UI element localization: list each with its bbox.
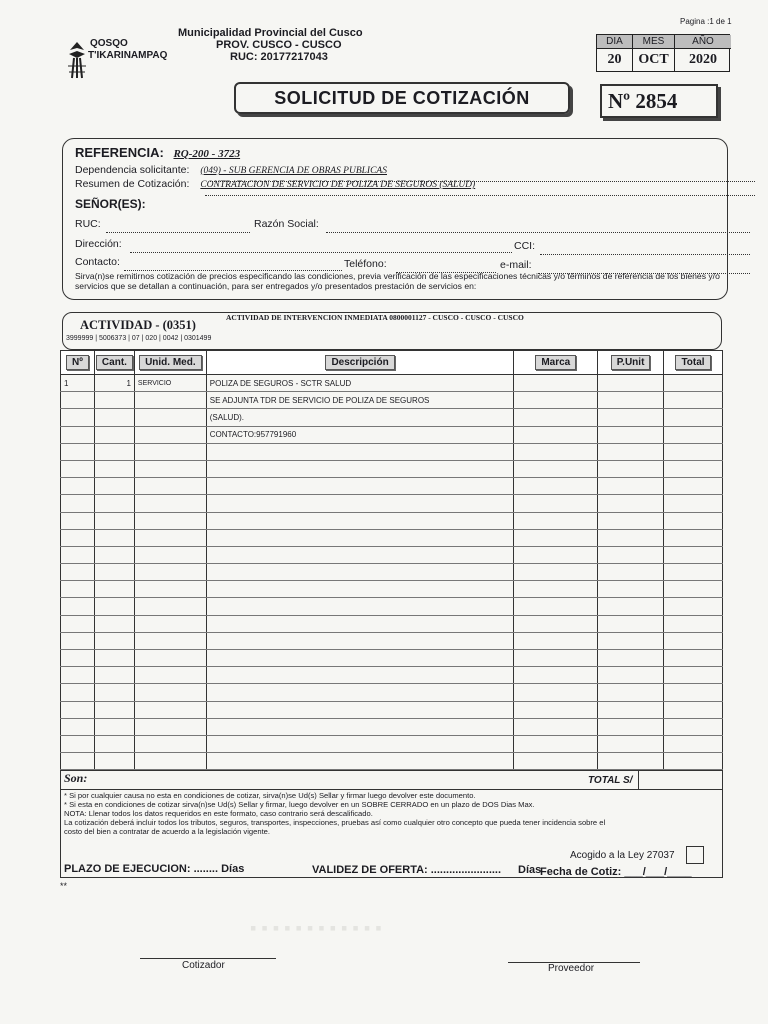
double-star-mark: ** [60, 881, 68, 891]
table-cell [514, 598, 598, 615]
table-cell [664, 529, 723, 546]
table-cell [94, 632, 134, 649]
table-cell [598, 581, 664, 598]
table-row [61, 443, 723, 460]
table-cell [664, 667, 723, 684]
table-cell [61, 546, 95, 563]
table-cell [134, 598, 206, 615]
note-2: * Si esta en condiciones de cotizar sirva(n)se Ud(s) Sellar y firmar, luego devolver en un SOBRE CERRADO en un plazo de DOS Dias Max. [64, 800, 535, 809]
col-total-header: Total [664, 351, 723, 375]
table-cell [598, 753, 664, 770]
table-cell [664, 598, 723, 615]
table-cell [134, 718, 206, 735]
table-cell [61, 460, 95, 477]
activity-name: ACTIVIDAD - (0351) [80, 318, 196, 332]
table-cell [61, 495, 95, 512]
plazo-ejecucion-label: PLAZO DE EJECUCION: ........ Días [64, 863, 245, 875]
table-row: 1 1 SERVICIO POLIZA DE SEGUROS - SCTR SALUD [61, 375, 723, 392]
table-row [61, 632, 723, 649]
date-box [596, 34, 730, 72]
table-cell [514, 735, 598, 752]
month-value: OCT [633, 49, 675, 71]
table-cell [94, 753, 134, 770]
table-cell [664, 460, 723, 477]
table-cell [514, 546, 598, 563]
table-cell [514, 512, 598, 529]
year-value: 2020 [689, 52, 717, 67]
table-cell [94, 546, 134, 563]
table-cell [598, 443, 664, 460]
month-label: MES [633, 35, 675, 49]
table-cell [61, 684, 95, 701]
table-cell [94, 564, 134, 581]
table-row [61, 735, 723, 752]
note-4: La cotización deberá incluir todos los tributos, seguros, transportes, inspecciones, pruebas así como cualquier otro concepto que pueda tener incidencia sobre el [64, 818, 606, 827]
table-row [61, 701, 723, 718]
table-cell [598, 650, 664, 667]
table-cell [94, 650, 134, 667]
table-cell [61, 564, 95, 581]
table-cell [134, 632, 206, 649]
table-cell [61, 581, 95, 598]
table-cell [134, 495, 206, 512]
activity-detail: ACTIVIDAD DE INTERVENCION INMEDIATA 0800001127 - CUSCO - CUSCO - CUSCO [226, 313, 524, 322]
table-cell [134, 443, 206, 460]
table-cell [598, 684, 664, 701]
organization-header [178, 27, 363, 63]
table-row [61, 564, 723, 581]
table-cell [664, 735, 723, 752]
table-cell [514, 495, 598, 512]
table-cell [598, 701, 664, 718]
table-cell [514, 632, 598, 649]
document-title: SOLICITUD DE COTIZACIÓN [234, 82, 570, 114]
logo-caption [88, 38, 167, 62]
document-number: Nº 2854 [600, 84, 718, 118]
table-cell [664, 512, 723, 529]
telefono-label: Teléfono: [344, 258, 387, 270]
resumen-label: Resumen de Cotización: [75, 178, 190, 190]
table-cell [598, 529, 664, 546]
cotizador-signature-line [140, 958, 276, 959]
activity-codes: 3999999 | 5006373 | 07 | 020 | 0042 | 0301499 [66, 335, 212, 342]
table-cell [206, 478, 514, 495]
table-cell [598, 718, 664, 735]
logo-line-2: T'IKARINAMPAQ [88, 50, 168, 61]
table-cell [206, 718, 514, 735]
day-value: 20 [597, 49, 633, 71]
table-cell [598, 667, 664, 684]
dependencia-label: Dependencia solicitante: [75, 164, 190, 176]
table-row [61, 718, 723, 735]
direccion-line [130, 243, 512, 253]
validez-oferta-label: VALIDEZ DE OFERTA: ....................... [312, 864, 502, 876]
table-cell [598, 546, 664, 563]
table-row [61, 581, 723, 598]
table-row [61, 650, 723, 667]
bleedthrough-mark: ▪ ▪ ▪ ▪ ▪ ▪ ▪ ▪ ▪ ▪ ▪ ▪ [250, 918, 382, 938]
note-1: * Si por cualquier causa no esta en condiciones de cotizar, sirva(n)se Ud(s) Sellar y firmar luego devolver este documento. [64, 791, 476, 800]
table-cell [61, 632, 95, 649]
note-3: NOTA: Llenar todos los datos requeridos en este formato, caso contrario será descalificado. [64, 809, 373, 818]
razon-social-label: Razón Social: [254, 218, 319, 230]
table-cell [206, 546, 514, 563]
total-label: TOTAL S/ [588, 775, 633, 786]
table-cell [664, 546, 723, 563]
table-cell [664, 753, 723, 770]
table-cell [206, 753, 514, 770]
table-cell [598, 632, 664, 649]
table-cell [61, 701, 95, 718]
table-cell [134, 564, 206, 581]
referencia-value: RQ-200 - 3723 [173, 148, 241, 160]
table-cell [664, 650, 723, 667]
table-cell [134, 478, 206, 495]
day-label: DIA [597, 35, 633, 49]
table-cell [134, 701, 206, 718]
table-cell [206, 735, 514, 752]
table-cell [134, 581, 206, 598]
col-punit-header: P.Unit [598, 351, 664, 375]
razon-social-line [326, 223, 750, 233]
table-cell [61, 598, 95, 615]
table-body [61, 375, 723, 770]
table-cell [94, 735, 134, 752]
table-cell [514, 460, 598, 477]
instructions-text: Sirva(n)se remitirnos cotización de precios especificando las condiciones, previa verificación de las especificaciones técnicas y/o términos de referencia de los bienes y/o servicios que se detallan a continuación, para ser entregados y/o presentados prestación de servicios en: [75, 271, 720, 291]
table-cell [94, 495, 134, 512]
table-cell [206, 495, 514, 512]
org-ruc: RUC: 20177217043 [230, 51, 328, 63]
table-cell [94, 615, 134, 632]
email-label: e-mail: [500, 259, 532, 271]
table-cell [94, 529, 134, 546]
table-cell [206, 512, 514, 529]
table-row: CONTACTO:957791960 [61, 426, 723, 443]
table-cell [61, 512, 95, 529]
ruc-line [106, 223, 250, 233]
table-cell [206, 460, 514, 477]
table-cell [514, 753, 598, 770]
direccion-label: Dirección: [75, 238, 122, 250]
org-location: PROV. CUSCO - CUSCO [216, 39, 342, 51]
page-number: Pagina :1 de 1 [680, 17, 732, 26]
table-cell [61, 667, 95, 684]
table-cell [206, 684, 514, 701]
ley-checkbox[interactable] [686, 846, 704, 864]
table-row [61, 495, 723, 512]
municipal-logo-icon [66, 40, 88, 80]
logo-line-1: QOSQO [90, 38, 128, 49]
table-cell [134, 667, 206, 684]
table-cell [206, 667, 514, 684]
col-n-header: Nº [61, 351, 95, 375]
table-cell [134, 460, 206, 477]
table-cell [61, 615, 95, 632]
table-cell [61, 718, 95, 735]
ley-label: Acogido a la Ley 27037 [570, 850, 675, 861]
table-cell [94, 598, 134, 615]
referencia-label: REFERENCIA: [75, 145, 164, 160]
table-header-row [61, 351, 723, 375]
table-cell [134, 650, 206, 667]
col-marca-header: Marca [514, 351, 598, 375]
table-cell [134, 529, 206, 546]
table-cell [514, 443, 598, 460]
table-cell [514, 650, 598, 667]
table-cell [514, 701, 598, 718]
ruc-label: RUC: [75, 218, 101, 230]
table-row [61, 546, 723, 563]
table-row [61, 615, 723, 632]
table-cell [206, 564, 514, 581]
table-cell [206, 581, 514, 598]
table-cell [664, 495, 723, 512]
table-cell [598, 615, 664, 632]
table-cell [94, 701, 134, 718]
table-cell [514, 564, 598, 581]
table-cell [134, 615, 206, 632]
total-value-cell [638, 771, 723, 789]
table-cell [664, 564, 723, 581]
table-cell [206, 443, 514, 460]
dependencia-value: (049) - SUB GERENCIA DE OBRAS PUBLICAS [200, 166, 387, 176]
table-cell [598, 478, 664, 495]
table-cell [94, 443, 134, 460]
table-cell [664, 632, 723, 649]
table-cell [514, 529, 598, 546]
table-cell [206, 598, 514, 615]
table-cell [514, 615, 598, 632]
table-cell [514, 718, 598, 735]
resumen-value: CONTRATACION DE SERVICIO DE POLIZA DE SEGUROS (SALUD) [200, 180, 476, 190]
table-row: SE ADJUNTA TDR DE SERVICIO DE POLIZA DE SEGUROS [61, 392, 723, 409]
cci-label: CCI: [514, 240, 535, 252]
table-row [61, 460, 723, 477]
table-cell [206, 529, 514, 546]
table-cell [94, 718, 134, 735]
table-cell [206, 615, 514, 632]
table-cell [61, 735, 95, 752]
table-cell [61, 650, 95, 667]
table-cell [664, 701, 723, 718]
cci-line [540, 245, 750, 255]
son-label: Son: [64, 771, 88, 785]
table-cell [598, 495, 664, 512]
col-desc-header: Descripción [206, 351, 514, 375]
table-cell [206, 650, 514, 667]
table-cell [206, 632, 514, 649]
table-cell [61, 443, 95, 460]
table-row [61, 667, 723, 684]
fecha-cotizacion-label: Fecha de Cotiz: ___/___/____ [540, 866, 692, 878]
items-table [60, 350, 723, 770]
table-row [61, 512, 723, 529]
proveedor-label: Proveedor [548, 963, 595, 974]
table-row [61, 478, 723, 495]
senores-label: SEÑOR(ES): [75, 197, 146, 211]
table-cell [94, 512, 134, 529]
contacto-label: Contacto: [75, 256, 120, 268]
table-row [61, 684, 723, 701]
table-cell [598, 735, 664, 752]
footer-notes [64, 791, 719, 836]
table-row [61, 753, 723, 770]
table-cell [664, 615, 723, 632]
contacto-line [124, 261, 342, 271]
year-label: AÑO [675, 35, 731, 49]
table-cell [598, 564, 664, 581]
footer-divider [60, 789, 723, 790]
table-cell [664, 581, 723, 598]
table-cell [664, 684, 723, 701]
table-cell [94, 478, 134, 495]
table-cell [664, 718, 723, 735]
table-cell [514, 667, 598, 684]
table-cell [598, 460, 664, 477]
table-cell [61, 753, 95, 770]
table-cell [598, 512, 664, 529]
table-cell [514, 684, 598, 701]
table-cell [134, 512, 206, 529]
table-cell [134, 684, 206, 701]
table-cell [598, 598, 664, 615]
table-cell [134, 546, 206, 563]
table-cell [94, 684, 134, 701]
table-cell [514, 478, 598, 495]
table-cell [664, 478, 723, 495]
table-cell [94, 581, 134, 598]
org-name: Municipalidad Provincial del Cusco [178, 27, 363, 39]
table-cell [61, 478, 95, 495]
col-cant-header: Cant. [94, 351, 134, 375]
table-cell [514, 581, 598, 598]
table-cell [94, 460, 134, 477]
table-cell [94, 667, 134, 684]
table-row: (SALUD). [61, 409, 723, 426]
resumen-line [205, 186, 755, 196]
cotizador-label: Cotizador [182, 960, 225, 971]
table-cell [61, 529, 95, 546]
table-cell [206, 701, 514, 718]
dias-label: Días [518, 864, 542, 876]
col-unid-header: Unid. Med. [134, 351, 206, 375]
table-row [61, 598, 723, 615]
table-cell [134, 753, 206, 770]
table-cell [664, 443, 723, 460]
note-5: costo del bien a contratar de acuerdo a la legislación vigente. [64, 827, 271, 836]
table-row [61, 529, 723, 546]
table-cell [134, 735, 206, 752]
